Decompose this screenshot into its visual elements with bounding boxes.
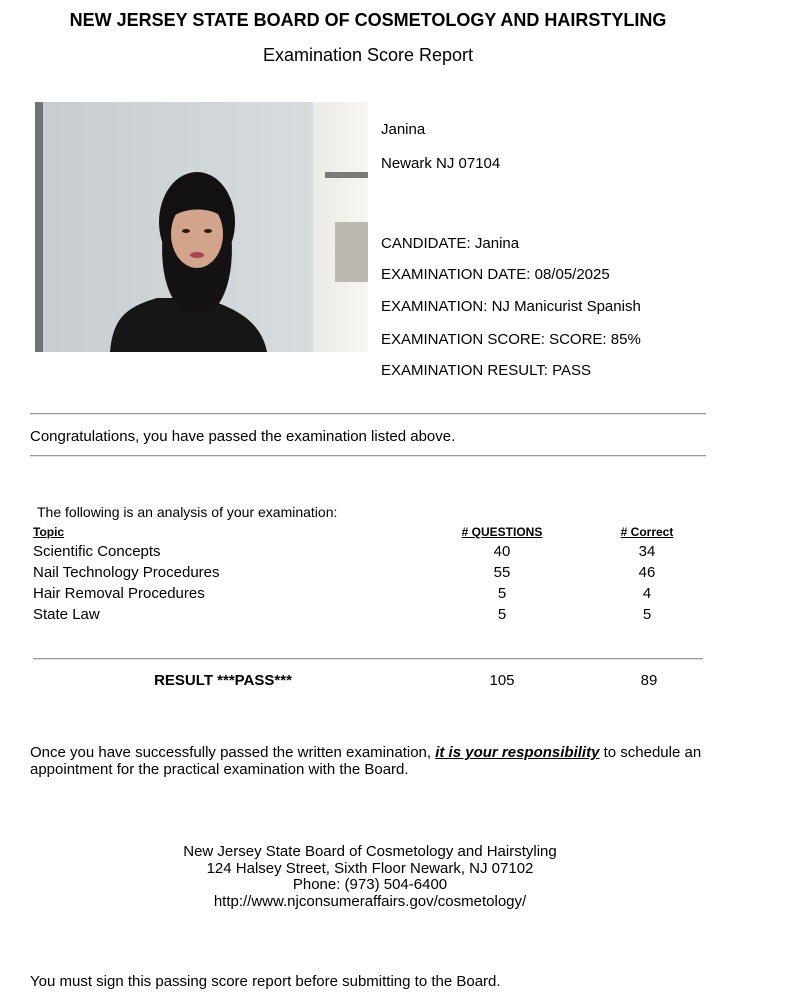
table-row-correct: 46 [638,564,656,581]
total-questions: 105 [489,672,515,689]
candidate-name: Janina [381,121,426,138]
report-title: NEW JERSEY STATE BOARD OF COSMETOLOGY AND HAIRSTYLING [69,10,667,30]
table-row-questions: 5 [497,606,507,623]
responsibility-emphasis: it is your responsibility [435,744,600,761]
candidate-address: Newark NJ 07104 [381,155,501,172]
divider-total [33,658,703,660]
analysis-intro: The following is an analysis of your examination: [37,504,338,520]
table-row-topic: Hair Removal Procedures [33,585,205,602]
exam-result: EXAMINATION RESULT: PASS [381,362,592,379]
table-row-correct: 4 [642,585,652,602]
table-row-questions: 55 [493,564,511,581]
table-row-correct: 5 [642,606,652,623]
exam-date: EXAMINATION DATE: 08/05/2025 [381,266,610,283]
footer-phone: Phone: (973) 504-6400 [292,876,448,893]
exam-name: EXAMINATION: NJ Manicurist Spanish [381,298,641,315]
exam-score: EXAMINATION SCORE: SCORE: 85% [381,331,641,348]
table-row-questions: 40 [493,543,511,560]
column-header-questions: # QUESTIONS [461,525,543,539]
responsibility-text-after: to schedule an appointment for the practical examination with the Board. [30,744,702,778]
column-header-topic: Topic [33,525,65,539]
table-row-topic: State Law [33,606,100,623]
table-row-correct: 34 [638,543,656,560]
total-correct: 89 [640,672,658,689]
footer-org: New Jersey State Board of Cosmetology and Hairstyling [183,843,557,860]
table-row-topic: Nail Technology Procedures [33,564,220,581]
responsibility-text-before: Once you have successfully passed the written examination, [30,744,436,761]
result-label: RESULT ***PASS*** [154,672,292,689]
footer-address: 124 Halsey Street, Sixth Floor Newark, NJ 07102 [206,860,534,877]
responsibility-paragraph [30,744,730,778]
divider-top [30,413,706,415]
congratulations-message: Congratulations, you have passed the examination listed above. [30,428,456,445]
table-row-questions: 5 [497,585,507,602]
footer-url[interactable]: http://www.njconsumeraffairs.gov/cosmetology/ [213,893,527,910]
divider-bottom [30,455,706,457]
column-header-correct: # Correct [620,525,674,539]
candidate-photo [35,102,368,352]
signature-note: You must sign this passing score report before submitting to the Board. [30,973,501,990]
report-subtitle: Examination Score Report [262,45,474,65]
candidate-line: CANDIDATE: Janina [381,235,520,252]
table-row-topic: Scientific Concepts [33,543,161,560]
